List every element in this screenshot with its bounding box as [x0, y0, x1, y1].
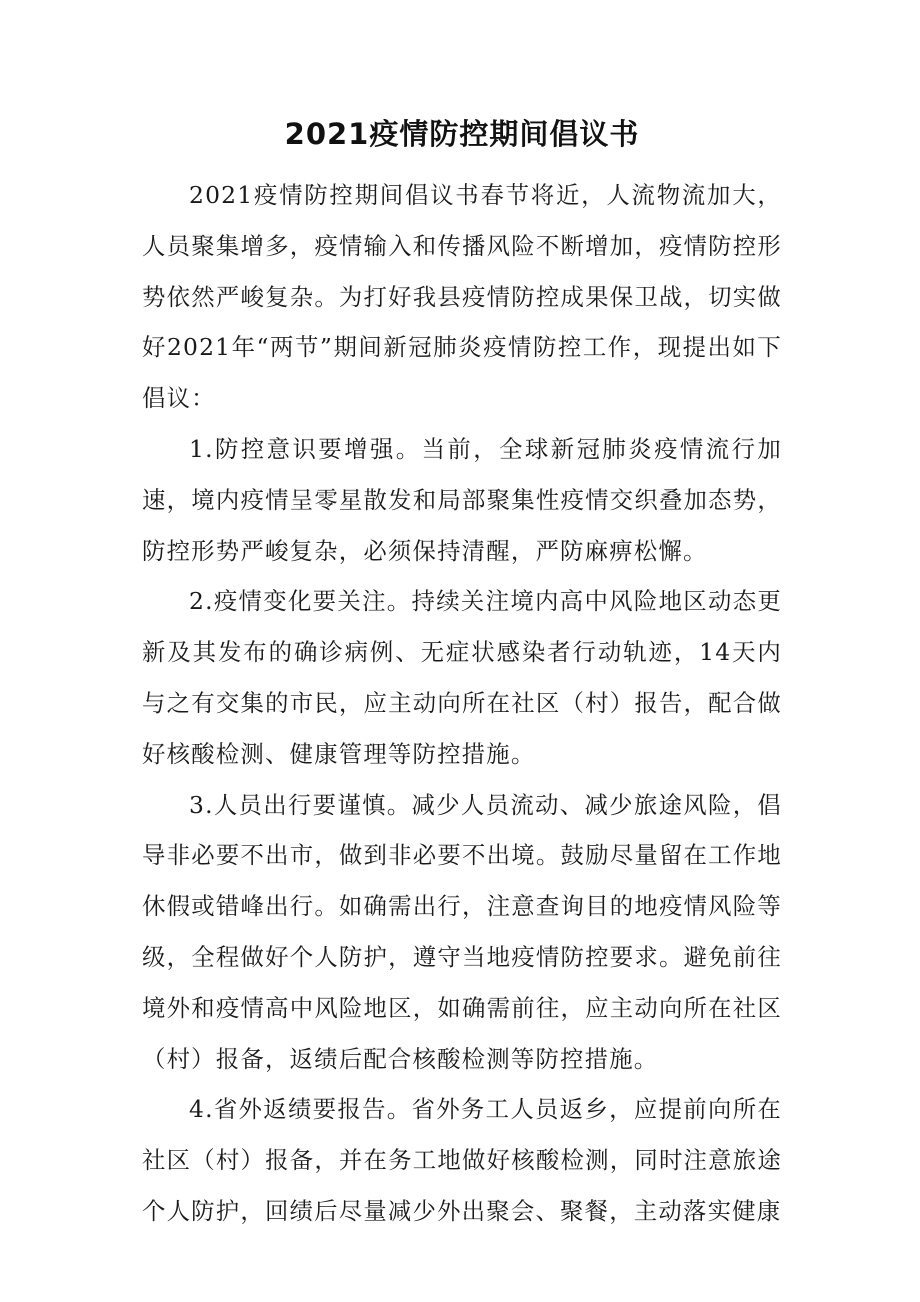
paragraph-intro: 2021疫情防控期间倡议书春节将近，人流物流加大，人员聚集增多，疫情输入和传播风险不断增加，疫情防控形势依然严峻复杂。为打好我县疫情防控成果保卫战，切实做好2021年“两节”期间新冠肺炎疫情防控工作，现提出如下倡议：	[142, 181, 782, 413]
paragraph-item-1: 1.防控意识要增强。当前，全球新冠肺炎疫情流行加速，境内疫情呈零星散发和局部聚集性疫情交织叠加态势，防控形势严峻复杂，必须保持清醒，严防麻痹松懈。	[142, 434, 782, 565]
paragraph-item-2: 2.疫情变化要关注。持续关注境内高中风险地区动态更新及其发布的确诊病例、无症状感染者行动轨迹，14天内与之有交集的市民，应主动向所在社区（村）报告，配合做好核酸检测、健康管理等防控措施。	[142, 587, 782, 768]
document-title: 2021疫情防控期间倡议书	[284, 117, 640, 151]
paragraph-item-3: 3.人员出行要谨慎。减少人员流动、减少旅途风险，倡导非必要不出市，做到非必要不出境。鼓励尽量留在工作地休假或错峰出行。如确需出行，注意查询目的地疫情风险等级，全程做好个人防护，遵守当地疫情防控要求。避免前往境外和疫情高中风险地区，如确需前往，应主动向所在社区（村）报备，返绩后配合核酸检测等防控措施。	[142, 790, 782, 1073]
paragraph-item-4: 4.省外返绩要报告。省外务工人员返乡，应提前向所在社区（村）报备，并在务工地做好核酸检测，同时注意旅途个人防护，回绩后尽量减少外出聚会、聚餐，主动落实健康	[142, 1095, 782, 1225]
